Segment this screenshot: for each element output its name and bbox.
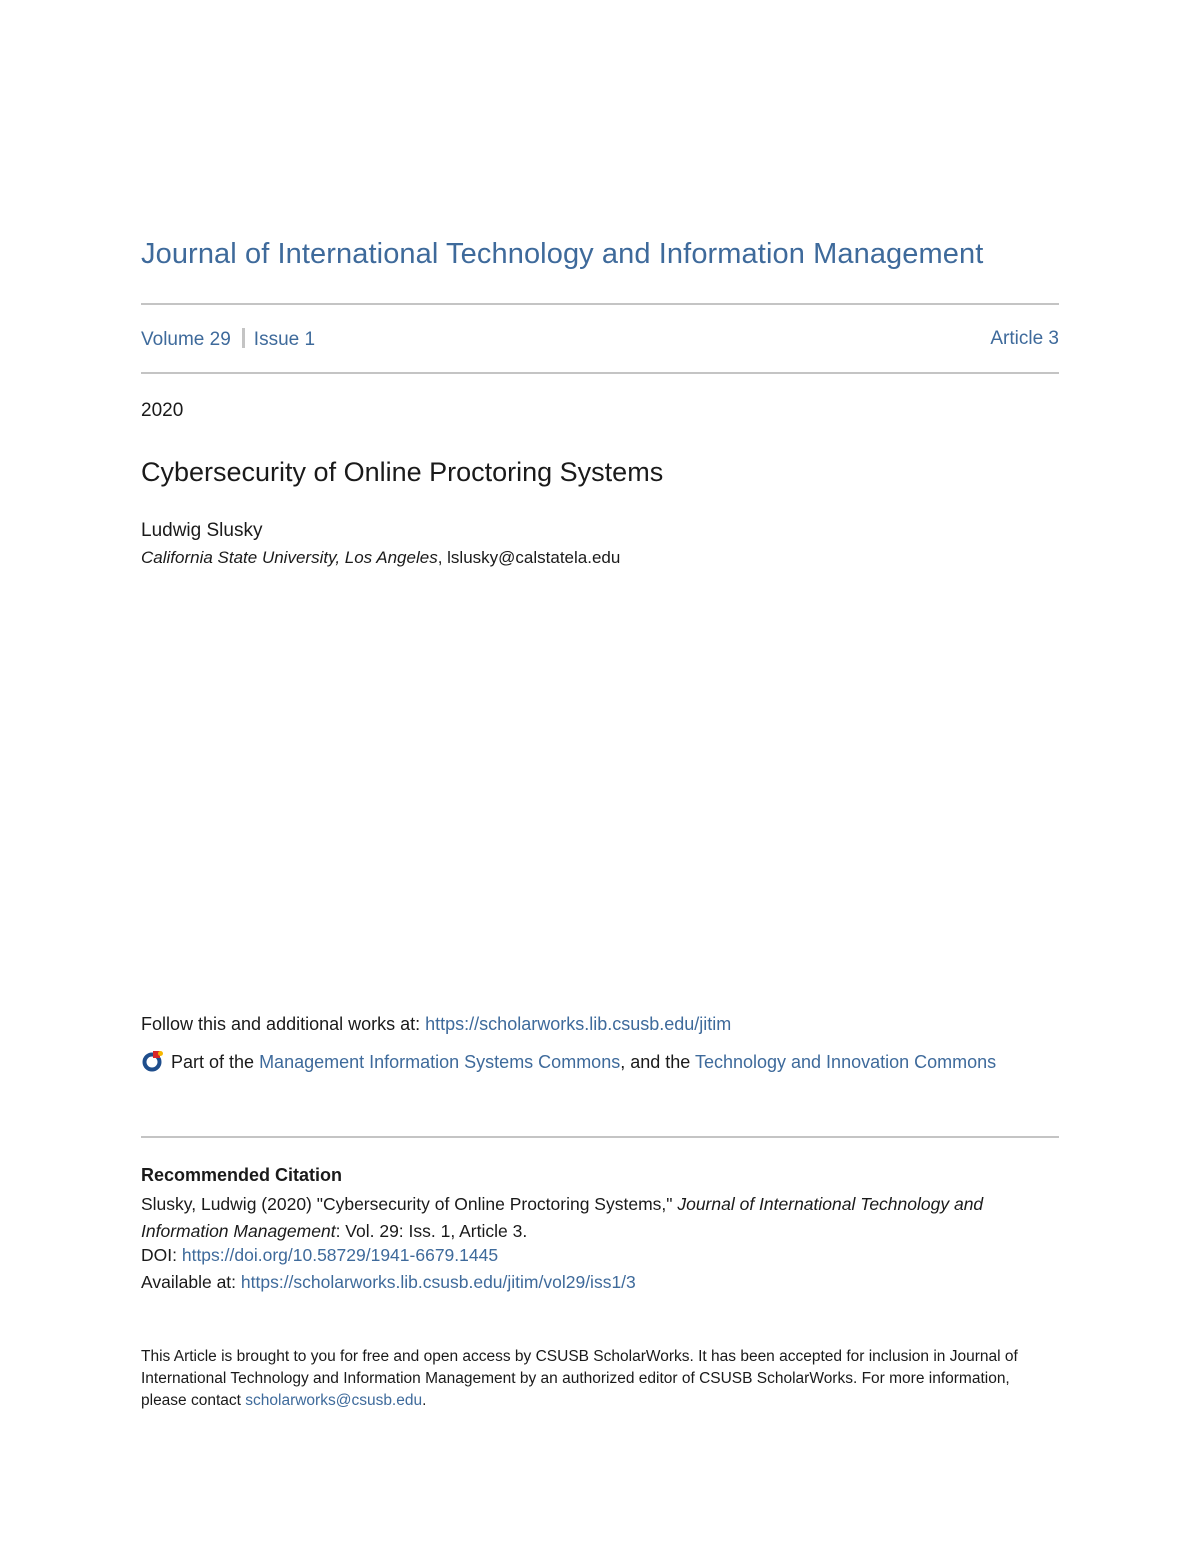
recommended-citation-heading: Recommended Citation: [141, 1165, 343, 1185]
mis-commons-link[interactable]: Management Information Systems Commons: [259, 1052, 621, 1072]
available-label: Available at:: [141, 1272, 241, 1292]
part-of-prefix: Part of the: [171, 1052, 260, 1072]
follow-prefix: Follow this and additional works at:: [141, 1014, 426, 1034]
affiliation-institution: California State University, Los Angeles: [141, 548, 438, 567]
citation-plain: Slusky, Ludwig (2020) "Cybersecurity of Online Proctoring Systems,": [141, 1194, 678, 1214]
divider: [141, 1136, 1059, 1138]
separator: [242, 328, 245, 348]
doi-line: [141, 1245, 498, 1266]
divider: [141, 372, 1059, 374]
publication-year: 2020: [141, 400, 184, 421]
volume-issue: [141, 328, 315, 351]
access-notice-end: .: [422, 1392, 427, 1409]
volume-issue-row: [141, 328, 1059, 354]
network-commons-icon: [141, 1048, 167, 1072]
citation-tail: : Vol. 29: Iss. 1, Article 3.: [335, 1221, 528, 1241]
follow-line: [141, 1014, 731, 1035]
journal-title-link[interactable]: Journal of International Technology and Information Management: [141, 238, 984, 270]
issue-link[interactable]: Issue 1: [253, 329, 316, 350]
author-email: lslusky@calstatela.edu: [447, 548, 621, 567]
part-of-middle: , and the: [620, 1052, 695, 1072]
access-notice: [141, 1346, 1051, 1412]
divider: [141, 303, 1059, 305]
affiliation-separator: ,: [437, 548, 448, 567]
volume-link[interactable]: Volume 29: [141, 329, 231, 350]
available-link[interactable]: https://scholarworks.lib.csusb.edu/jitim/vol29/iss1/3: [240, 1272, 636, 1292]
access-notice-text: This Article is brought to you for free and open access by CSUSB ScholarWorks. It has been accepted for inclusion in Journal of International Technology and Information Management by an authorized editor of CSUSB ScholarWorks. For more information, please contact: [141, 1348, 1018, 1409]
citation-journal: Journal of International Technology and Information Management: [141, 1194, 984, 1241]
article-title: Cybersecurity of Online Proctoring Systems: [141, 457, 664, 487]
tech-innovation-commons-link[interactable]: Technology and Innovation Commons: [694, 1052, 997, 1072]
available-line: [141, 1272, 636, 1293]
part-of-line: [141, 1046, 1041, 1078]
author-name: Ludwig Slusky: [141, 520, 263, 541]
author-affiliation: [141, 548, 620, 568]
doi-label: DOI:: [141, 1245, 182, 1265]
contact-email-link[interactable]: scholarworks@csusb.edu: [245, 1392, 423, 1409]
citation-text: [141, 1191, 1051, 1245]
article-number-link[interactable]: Article 3: [990, 328, 1059, 349]
doi-link[interactable]: https://doi.org/10.58729/1941-6679.1445: [181, 1245, 499, 1265]
follow-link[interactable]: https://scholarworks.lib.csusb.edu/jitim: [425, 1014, 732, 1034]
